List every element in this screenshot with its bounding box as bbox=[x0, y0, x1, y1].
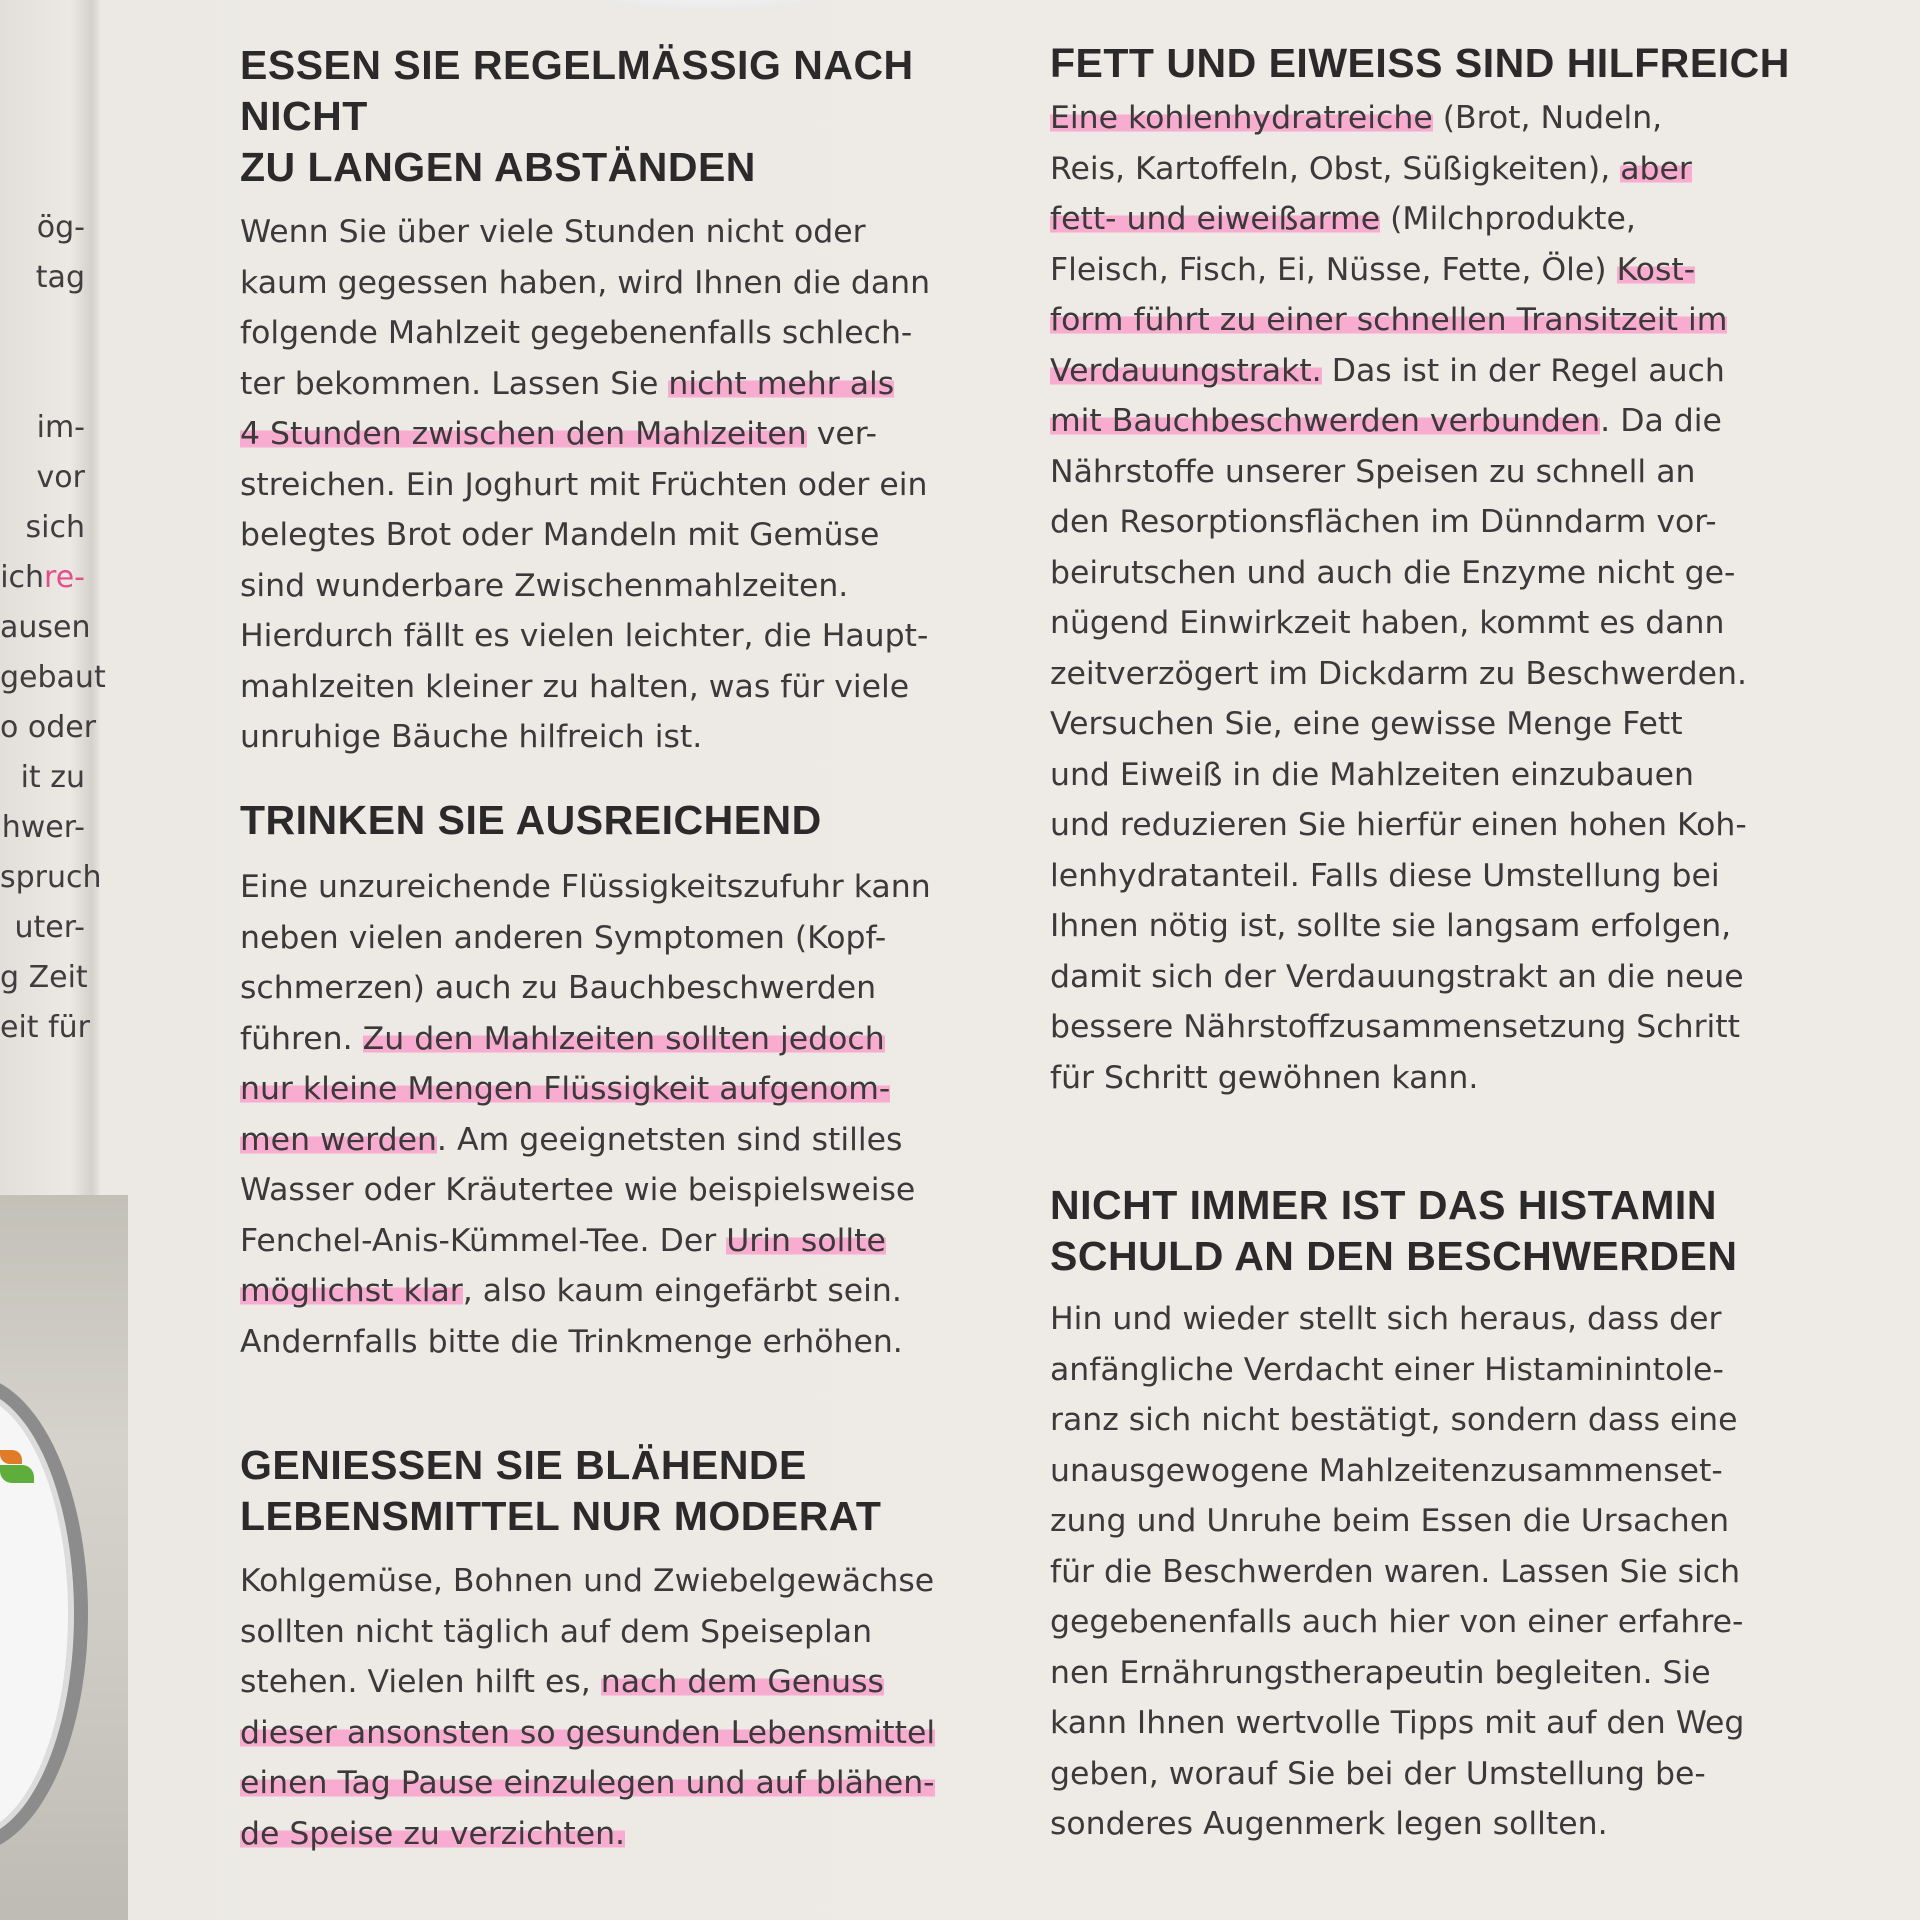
body-text: unruhige Bäuche hilfreich ist. bbox=[240, 719, 703, 755]
section-body bbox=[240, 207, 1010, 763]
previous-page-line bbox=[0, 810, 85, 860]
body-line bbox=[240, 561, 1010, 612]
highlighted-text: aber bbox=[1620, 150, 1692, 187]
body-line bbox=[1050, 1446, 1744, 1497]
clock-decoration-green bbox=[0, 1465, 34, 1483]
body-line bbox=[240, 1317, 931, 1368]
previous-page-text: o oder bbox=[0, 710, 97, 745]
highlighted-text: 4 Stunden zwischen den Mahlzeiten bbox=[240, 416, 807, 452]
section-heading bbox=[240, 1440, 935, 1542]
body-text: den Resorptionsflächen im Dünndarm vor- bbox=[1050, 504, 1717, 540]
body-line bbox=[1050, 346, 1790, 397]
body-text: Wenn Sie über viele Stunden nicht oder bbox=[240, 214, 866, 250]
section-bloating-foods bbox=[240, 1440, 935, 1859]
highlighted-text: fett- und eiweißarme bbox=[1050, 201, 1381, 237]
section-body bbox=[1050, 1294, 1744, 1850]
heading-line: SCHULD AN DEN BESCHWERDEN bbox=[1050, 1233, 1738, 1279]
previous-page-text: im- bbox=[36, 410, 85, 445]
previous-page-line bbox=[0, 260, 85, 310]
body-text: bessere Nährstoffzusammensetzung Schritt bbox=[1050, 1009, 1740, 1045]
body-line bbox=[1050, 1698, 1744, 1749]
body-text: lenhydratanteil. Falls diese Umstellung bei bbox=[1050, 857, 1720, 894]
body-line bbox=[1050, 194, 1790, 245]
body-line bbox=[1050, 1496, 1744, 1547]
body-line bbox=[1050, 649, 1790, 700]
body-text: Eine unzureichende Flüssigkeitszufuhr kann bbox=[240, 869, 931, 905]
body-text: Andernfalls bitte die Trinkmenge erhöhen. bbox=[240, 1323, 903, 1360]
heading-line: ESSEN SIE REGELMÄSSIG NACH NICHT bbox=[240, 42, 914, 139]
previous-page-line bbox=[0, 710, 97, 760]
previous-page-fragment bbox=[0, 210, 106, 1060]
previous-page-text: eit für bbox=[0, 1010, 90, 1045]
previous-page-text: spruch bbox=[0, 860, 102, 895]
section-histamine bbox=[1050, 1180, 1744, 1850]
body-text: unausgewogene Mahlzeitenzusammenset- bbox=[1050, 1452, 1723, 1489]
highlighted-text: men werden bbox=[240, 1121, 437, 1158]
body-text: gegebenenfalls auch hier von einer erfahre- bbox=[1050, 1604, 1744, 1640]
body-text: Das ist in der Regel auch bbox=[1321, 352, 1725, 389]
body-text: (Brot, Nudeln, bbox=[1432, 100, 1663, 136]
body-line bbox=[1050, 1799, 1744, 1850]
body-text: führen. bbox=[240, 1020, 363, 1057]
previous-page-line bbox=[0, 310, 85, 360]
body-line bbox=[240, 1014, 931, 1065]
section-regular-meals bbox=[240, 40, 1010, 763]
body-text: und reduzieren Sie hierfür einen hohen Koh- bbox=[1050, 807, 1747, 843]
body-text: damit sich der Verdauungstrakt an die neue bbox=[1050, 958, 1744, 995]
clock-decoration-orange bbox=[0, 1450, 22, 1464]
body-text: ranz sich nicht bestätigt, sondern dass eine bbox=[1050, 1402, 1738, 1438]
previous-page-text: ausen bbox=[0, 610, 91, 645]
previous-page-text: uter- bbox=[14, 910, 85, 945]
previous-page-line bbox=[0, 1010, 90, 1060]
body-line bbox=[240, 963, 931, 1014]
body-line bbox=[240, 1266, 931, 1317]
body-text: Hin und wieder stellt sich heraus, dass der bbox=[1050, 1301, 1722, 1337]
body-text: belegtes Brot oder Mandeln mit Gemüse bbox=[240, 517, 880, 553]
body-line bbox=[240, 1216, 931, 1267]
highlighted-text: nach dem Genuss bbox=[600, 1664, 884, 1700]
body-text: ver- bbox=[806, 416, 878, 452]
body-line bbox=[1050, 1345, 1744, 1396]
body-line bbox=[1050, 598, 1790, 649]
body-text: zeitverzögert im Dickdarm zu Beschwerden. bbox=[1050, 655, 1747, 692]
body-text: Reis, Kartoffeln, Obst, Süßigkeiten), bbox=[1050, 150, 1621, 187]
previous-page-text: vor bbox=[36, 460, 85, 495]
body-line bbox=[1050, 295, 1790, 346]
highlighted-text: Zu den Mahlzeiten sollten jedoch bbox=[362, 1020, 885, 1057]
body-line bbox=[240, 913, 931, 964]
section-body bbox=[1050, 93, 1790, 1103]
highlighted-text: möglichst klar bbox=[240, 1273, 463, 1309]
body-line bbox=[240, 1758, 935, 1809]
body-line bbox=[240, 258, 1010, 309]
body-line bbox=[240, 662, 1010, 713]
body-line bbox=[240, 1607, 935, 1658]
body-line bbox=[1050, 750, 1790, 801]
highlighted-text: form führt zu einer schnellen Transitzeit im bbox=[1050, 302, 1728, 338]
body-line bbox=[240, 207, 1010, 258]
bowl-edge-image bbox=[500, 0, 920, 10]
body-line bbox=[240, 611, 1010, 662]
previous-page-text: it zu bbox=[20, 760, 85, 795]
highlighted-text: Kost- bbox=[1616, 251, 1696, 288]
section-heading bbox=[1050, 38, 1790, 89]
body-line bbox=[240, 1064, 931, 1115]
previous-page-text: g Zeit bbox=[0, 960, 88, 995]
body-text: streichen. Ein Joghurt mit Früchten oder ein bbox=[240, 466, 928, 503]
body-text: schmerzen) auch zu Bauchbeschwerden bbox=[240, 970, 877, 1006]
previous-page-line bbox=[0, 460, 85, 510]
previous-page-line bbox=[0, 760, 85, 810]
previous-page-line bbox=[0, 210, 85, 260]
body-line bbox=[1050, 1648, 1744, 1699]
previous-page-text: hwer- bbox=[1, 810, 85, 845]
section-body bbox=[240, 862, 931, 1367]
body-line bbox=[240, 510, 1010, 561]
heading-line: LEBENSMITTEL NUR MODERAT bbox=[240, 1493, 882, 1539]
body-line bbox=[240, 1809, 935, 1860]
body-text: ter bekommen. Lassen Sie bbox=[240, 365, 669, 402]
section-drink-enough bbox=[240, 795, 931, 1367]
body-text: kann Ihnen wertvolle Tipps mit auf den Weg bbox=[1050, 1705, 1745, 1741]
section-fat-protein bbox=[1050, 38, 1790, 1103]
body-text: nügend Einwirkzeit haben, kommt es dann bbox=[1050, 605, 1725, 641]
section-heading bbox=[240, 795, 931, 846]
body-text: geben, worauf Sie bei der Umstellung be- bbox=[1050, 1755, 1706, 1792]
body-text: kaum gegessen haben, wird Ihnen die dann bbox=[240, 264, 931, 301]
body-text: nen Ernährungstherapeutin begleiten. Sie bbox=[1050, 1654, 1711, 1691]
clock-image bbox=[0, 1375, 88, 1853]
body-text: sonderes Augenmerk legen sollten. bbox=[1050, 1806, 1608, 1842]
body-text: , also kaum eingefärbt sein. bbox=[462, 1273, 902, 1309]
body-line bbox=[1050, 1547, 1744, 1598]
body-text: . Da die bbox=[1600, 403, 1722, 439]
body-line bbox=[1050, 1395, 1744, 1446]
body-line bbox=[240, 862, 931, 913]
body-line bbox=[240, 1165, 931, 1216]
body-text: anfängliche Verdacht einer Histaminintole- bbox=[1050, 1351, 1724, 1388]
body-text: für die Beschwerden waren. Lassen Sie sich bbox=[1050, 1553, 1741, 1590]
previous-page-text: tag bbox=[35, 260, 85, 295]
body-text: Versuchen Sie, eine gewisse Menge Fett bbox=[1050, 706, 1683, 742]
body-line bbox=[240, 1556, 935, 1607]
heading-line: FETT UND EIWEISS SIND HILFREICH bbox=[1050, 40, 1790, 86]
body-text: sollten nicht täglich auf dem Speiseplan bbox=[240, 1613, 873, 1650]
body-line bbox=[1050, 800, 1790, 851]
previous-page-line bbox=[0, 360, 85, 410]
body-line bbox=[1050, 1749, 1744, 1800]
previous-page-line bbox=[0, 860, 102, 910]
previous-page-line bbox=[0, 560, 85, 610]
highlighted-text: nicht mehr als bbox=[668, 365, 895, 402]
body-line bbox=[240, 308, 1010, 359]
heading-line: NICHT IMMER IST DAS HISTAMIN bbox=[1050, 1182, 1717, 1228]
body-text: folgende Mahlzeit gegebenenfalls schlech- bbox=[240, 315, 913, 351]
body-text: . Am geeignetsten sind stilles bbox=[436, 1121, 903, 1158]
previous-page-line bbox=[0, 610, 91, 660]
clock-photo bbox=[0, 1195, 128, 1920]
heading-line: ZU LANGEN ABSTÄNDEN bbox=[240, 144, 756, 190]
previous-page-line bbox=[0, 910, 85, 960]
previous-page-line bbox=[0, 510, 85, 560]
previous-page-text: ög- bbox=[36, 210, 85, 245]
body-text: stehen. Vielen hilft es, bbox=[240, 1664, 601, 1700]
body-text: Ihnen nötig ist, sollte sie langsam erfolgen, bbox=[1050, 908, 1732, 944]
highlighted-text: dieser ansonsten so gesunden Lebensmittel bbox=[240, 1714, 936, 1751]
body-text: und Eiweiß in die Mahlzeiten einzubauen bbox=[1050, 756, 1694, 793]
body-line bbox=[1050, 447, 1790, 498]
previous-page-line bbox=[0, 410, 85, 460]
body-text: mahlzeiten kleiner zu halten, was für viele bbox=[240, 668, 910, 705]
highlighted-text: einen Tag Pause einzulegen und auf blähen- bbox=[240, 1765, 935, 1801]
body-line bbox=[1050, 497, 1790, 548]
body-line bbox=[1050, 699, 1790, 750]
body-line bbox=[1050, 1294, 1744, 1345]
section-body bbox=[240, 1556, 935, 1859]
body-text: Fenchel-Anis-Kümmel-Tee. Der bbox=[240, 1222, 727, 1259]
section-heading bbox=[1050, 1180, 1744, 1282]
body-line bbox=[240, 1657, 935, 1708]
body-text: neben vielen anderen Symptomen (Kopf- bbox=[240, 919, 887, 956]
body-text: Fleisch, Fisch, Ei, Nüsse, Fette, Öle) bbox=[1050, 251, 1617, 288]
body-line bbox=[1050, 1002, 1790, 1053]
body-line bbox=[1050, 245, 1790, 296]
previous-page-text: ich bbox=[0, 560, 45, 595]
body-text: Wasser oder Kräutertee wie beispielsweise bbox=[240, 1172, 916, 1208]
heading-line: TRINKEN SIE AUSREICHEND bbox=[240, 797, 822, 843]
highlighted-text: Urin sollte bbox=[726, 1222, 886, 1259]
body-text: Kohlgemüse, Bohnen und Zwiebelgewächse bbox=[240, 1563, 935, 1599]
highlighted-text: mit Bauchbeschwerden verbunden bbox=[1050, 403, 1601, 439]
body-text: Nährstoffe unserer Speisen zu schnell an bbox=[1050, 453, 1696, 490]
body-line bbox=[1050, 1053, 1790, 1104]
body-text: (Milchprodukte, bbox=[1380, 201, 1636, 237]
highlighted-text: de Speise zu verzichten. bbox=[240, 1815, 626, 1852]
body-line bbox=[240, 1708, 935, 1759]
body-text: beirutschen und auch die Enzyme nicht ge- bbox=[1050, 554, 1736, 591]
body-line bbox=[240, 359, 1010, 410]
body-line bbox=[240, 1115, 931, 1166]
previous-page-text: sich bbox=[25, 510, 85, 545]
heading-line: GENIESSEN SIE BLÄHENDE bbox=[240, 1442, 807, 1488]
body-line bbox=[240, 409, 1010, 460]
body-line bbox=[1050, 1597, 1744, 1648]
body-line bbox=[1050, 548, 1790, 599]
highlighted-text: nur kleine Mengen Flüssigkeit aufgenom- bbox=[240, 1071, 891, 1107]
section-heading bbox=[240, 40, 1010, 193]
body-line bbox=[1050, 396, 1790, 447]
body-text: zung und Unruhe beim Essen die Ursachen bbox=[1050, 1503, 1730, 1539]
highlighted-text: Verdauungstrakt. bbox=[1050, 352, 1322, 389]
body-line bbox=[1050, 851, 1790, 902]
body-line bbox=[240, 460, 1010, 511]
highlighted-text: Eine kohlenhydratreiche bbox=[1050, 100, 1433, 136]
body-line bbox=[1050, 901, 1790, 952]
body-text: für Schritt gewöhnen kann. bbox=[1050, 1059, 1479, 1096]
body-line bbox=[1050, 93, 1790, 144]
body-line bbox=[1050, 952, 1790, 1003]
body-text: sind wunderbare Zwischenmahlzeiten. bbox=[240, 567, 849, 604]
previous-page-line bbox=[0, 960, 88, 1010]
body-text: Hierdurch fällt es vielen leichter, die Haupt- bbox=[240, 618, 929, 654]
body-line bbox=[240, 712, 1010, 763]
previous-page-line bbox=[0, 660, 106, 710]
body-line bbox=[1050, 144, 1790, 195]
previous-page-highlight: re- bbox=[44, 560, 85, 595]
previous-page-text: gebaut bbox=[0, 660, 106, 695]
